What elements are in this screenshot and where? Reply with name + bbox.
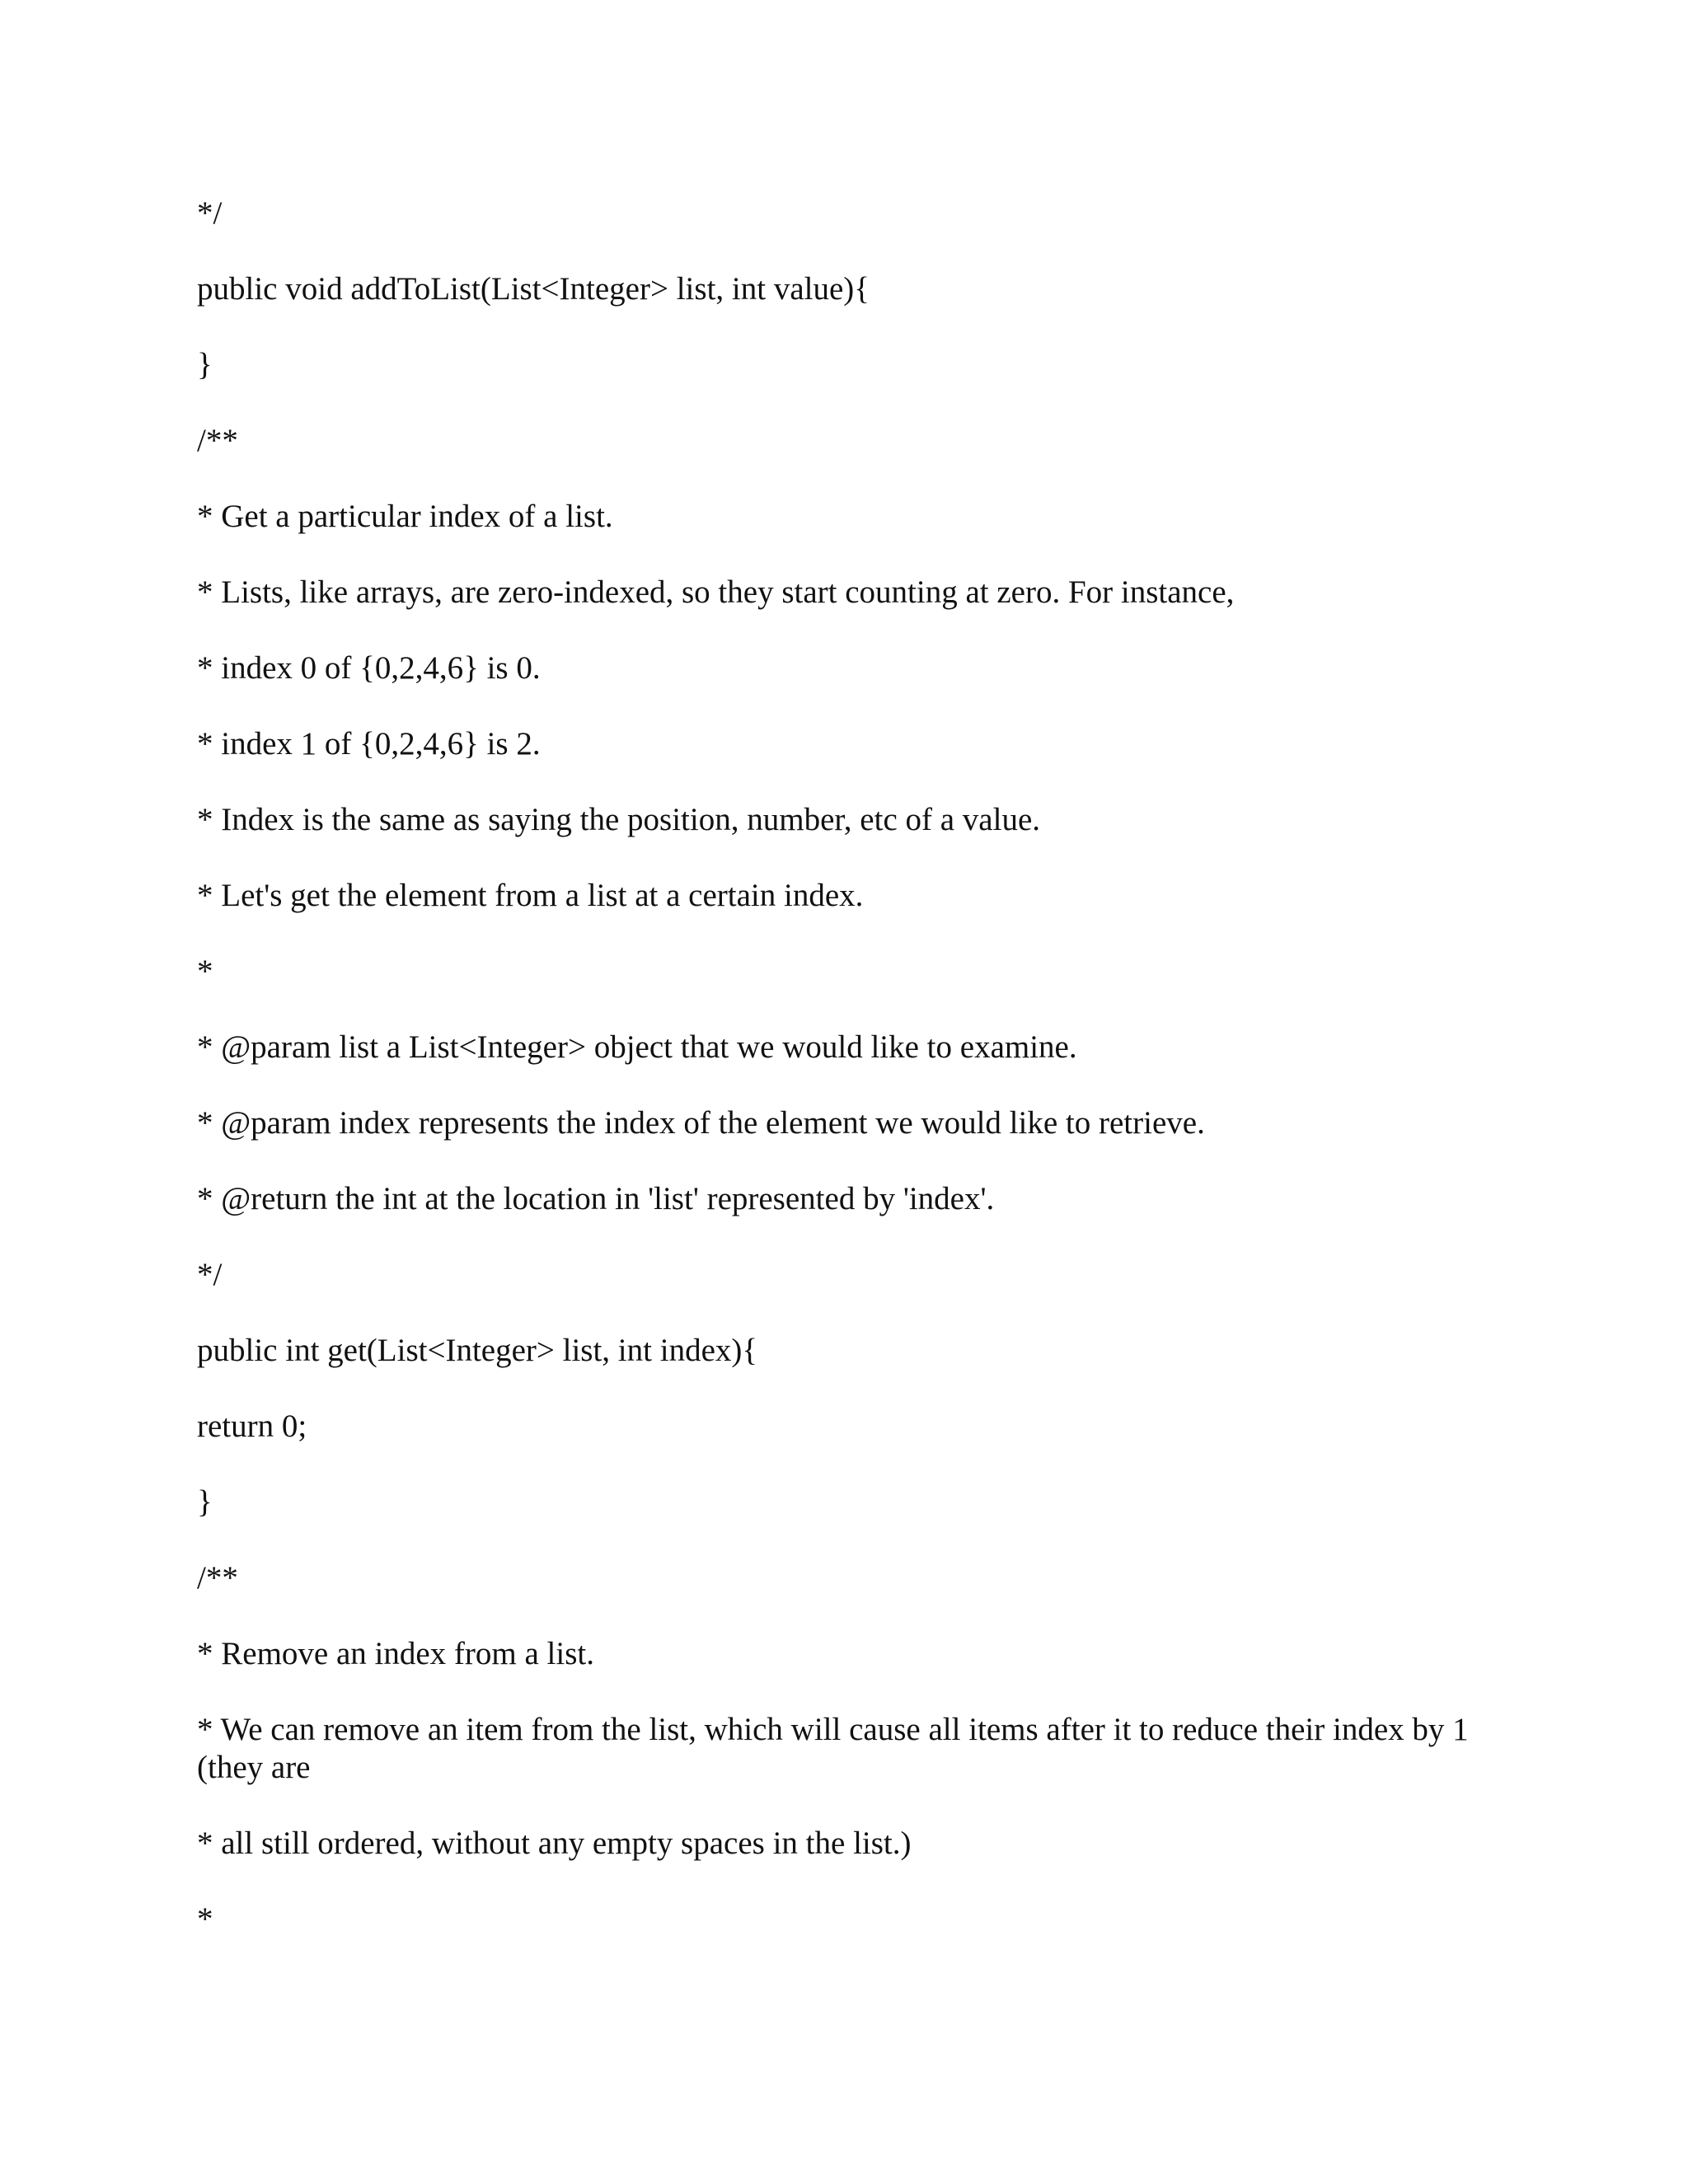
return-statement: return 0;: [197, 1408, 307, 1444]
comment-close-line: */: [197, 195, 223, 231]
javadoc-line: * Get a particular index of a list.: [197, 499, 613, 534]
javadoc-line: * all still ordered, without any empty spaces in the list.): [197, 1825, 912, 1861]
get-method-signature: public int get(List<Integer> list, int index){: [197, 1333, 758, 1368]
javadoc-line: * Index is the same as saying the position, number, etc of a value.: [197, 802, 1041, 837]
document-body: [197, 194, 1499, 1976]
javadoc-line: *: [197, 954, 213, 989]
javadoc-line: * Let's get the element from a list at a certain index.: [197, 878, 864, 913]
javadoc-line: * We can remove an item from the list, which will cause all items after it to reduce their index by 1 (they are: [197, 1712, 1477, 1785]
javadoc-line: * Remove an index from a list.: [197, 1636, 594, 1671]
add-to-list-closing-brace: }: [197, 347, 213, 382]
comment-close-line: */: [197, 1257, 223, 1292]
javadoc-line: * Lists, like arrays, are zero-indexed, so they start counting at zero. For instance,: [197, 574, 1235, 610]
javadoc-open-line: /**: [197, 1560, 238, 1596]
add-to-list-signature: public void addToList(List<Integer> list, int value){: [197, 271, 870, 307]
javadoc-line: * index 0 of {0,2,4,6} is 0.: [197, 650, 541, 686]
javadoc-param-line: * @param list a List<Integer> object that we would like to examine.: [197, 1029, 1077, 1065]
javadoc-line: *: [197, 1901, 213, 1937]
javadoc-open-line: /**: [197, 423, 238, 458]
javadoc-param-line: * @param index represents the index of the element we would like to retrieve.: [197, 1105, 1205, 1141]
javadoc-line: * index 1 of {0,2,4,6} is 2.: [197, 726, 541, 762]
get-method-closing-brace: }: [197, 1484, 213, 1520]
javadoc-return-line: * @return the int at the location in 'list' represented by 'index'.: [197, 1181, 995, 1216]
